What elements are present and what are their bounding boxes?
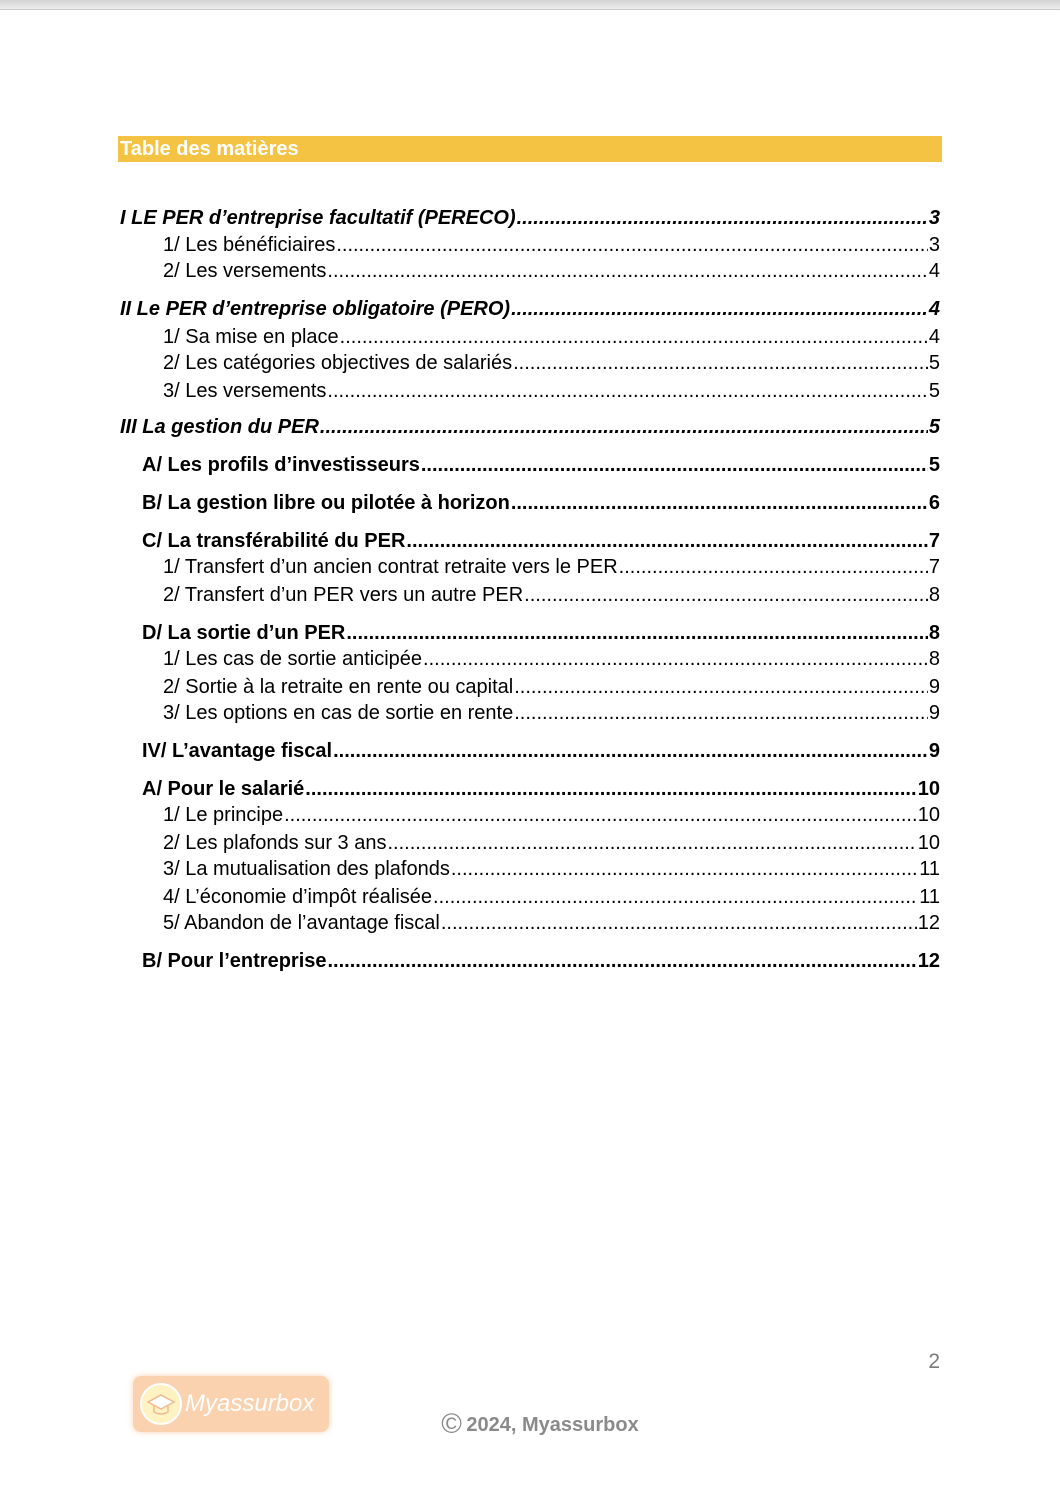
toc-entry-page: 10 [917,778,940,800]
toc-entry-title: A/ Pour le salarié [142,778,305,800]
toc-entry-page: 8 [928,622,940,644]
toc-entry-page: 12 [917,912,940,934]
toc-entry[interactable] [120,206,940,230]
toc-entry-page: 9 [928,740,940,762]
toc-entry[interactable] [163,857,940,881]
toc-entry-page: 9 [928,676,940,698]
copyright-symbol: © [441,1408,462,1439]
toc-entry[interactable] [163,803,940,827]
toc-entry-page: 11 [919,886,940,908]
toc-entry-page: 7 [928,530,940,552]
toc-entry[interactable] [163,647,940,671]
page-number: 2 [928,1350,940,1373]
toc-entry-page: 4 [928,260,940,282]
toc-entry-page: 6 [928,492,940,514]
toc-entry-page: 7 [928,556,940,578]
toc-entry-title: 3/ La mutualisation des plafonds [163,858,450,880]
toc-entry[interactable] [142,491,940,515]
toc-leader-dots [513,351,928,375]
toc-leader-dots [336,233,928,257]
toc-entry[interactable] [163,351,940,375]
toc-entry-title: 2/ Les plafonds sur 3 ans [163,832,387,854]
toc-entry-page: 8 [928,584,940,606]
toc-entry-title: C/ La transférabilité du PER [142,530,406,552]
toc-entry[interactable] [163,831,940,855]
toc-leader-dots [511,491,928,515]
toc-leader-dots [327,379,927,403]
toc-entry-page: 4 [928,298,940,320]
toc-leader-dots [433,885,918,909]
toc-entry-page: 5 [928,380,940,402]
toc-entry-page: 5 [928,454,940,476]
toc-entry-page: 8 [928,648,940,670]
toc-entry[interactable] [163,379,940,403]
toc-entry-title: 2/ Les catégories objectives de salariés [163,352,513,374]
toc-entry-page: 10 [917,832,940,854]
brand-logo [133,1376,329,1432]
toc-entry[interactable] [142,529,940,553]
toc-entry[interactable] [163,233,940,257]
toc-entry[interactable] [163,555,940,579]
toc-entry-page: 9 [928,702,940,724]
toc-entry[interactable] [142,453,940,477]
toc-entry-page: 11 [919,858,940,880]
toc-leader-dots [514,675,928,699]
toc-entry-title: B/ Pour l’entreprise [142,950,327,972]
toc-entry[interactable] [120,297,940,321]
toc-entry[interactable] [163,259,940,283]
toc-entry-title: 2/ Transfert d’un PER vers un autre PER [163,584,524,606]
toc-leader-dots [511,297,928,321]
graduation-cap-icon [139,1382,183,1426]
toc-leader-dots [387,831,916,855]
toc-entry-page: 4 [928,326,940,348]
toc-entry-page: 3 [928,234,940,256]
toc-entry-title: IV/ L’avantage fiscal [142,740,333,762]
toc-entry-title: 1/ Le principe [163,804,284,826]
toc-entry[interactable] [142,949,940,973]
toc-entry-title: 1/ Les cas de sortie anticipée [163,648,423,670]
toc-entry-title: III La gestion du PER [120,416,319,438]
toc-leader-dots [346,621,928,645]
toc-entry-page: 10 [917,804,940,826]
toc-leader-dots [619,555,928,579]
toc-entry-title: I LE PER d’entreprise facultatif (PERECO) [120,207,516,229]
footer-text: 2024, Myassurbox [466,1414,639,1436]
toc-entry[interactable] [163,911,940,935]
toc-entry[interactable] [163,583,940,607]
toc-entry-page: 5 [928,416,940,438]
toc-entry-title: 1/ Sa mise en place [163,326,339,348]
toc-entry-title: 2/ Les versements [163,260,327,282]
toc-leader-dots [423,647,928,671]
toc-entry-page: 5 [928,352,940,374]
toc-entry[interactable] [142,777,940,801]
toc-leader-dots [340,325,928,349]
toc-leader-dots [514,701,928,725]
toc-entry-title: 1/ Les bénéficiaires [163,234,336,256]
toc-entry-page: 3 [928,207,940,229]
toc-leader-dots [406,529,927,553]
toc-entry-title: B/ La gestion libre ou pilotée à horizon [142,492,510,514]
toc-leader-dots [524,583,928,607]
toc-leader-dots [451,857,918,881]
toc-entry-title: D/ La sortie d’un PER [142,622,346,644]
toc-entry[interactable] [163,885,940,909]
footer [360,1408,720,1440]
toc-leader-dots [328,949,917,973]
toc-leader-dots [421,453,928,477]
brand-logo-text: Myassurbox [185,1390,315,1417]
toc-entry-title: 4/ L’économie d’impôt réalisée [163,886,433,908]
toc-entry-page: 12 [917,950,940,972]
toc-entry-title: 5/ Abandon de l’avantage fiscal [163,912,440,934]
toc-entry[interactable] [142,621,940,645]
toc-leader-dots [305,777,916,801]
toc-entry-title: 2/ Sortie à la retraite en rente ou capital [163,676,514,698]
toc-leader-dots [517,206,928,230]
toc-entry[interactable] [120,415,940,439]
toc-entry-title: 1/ Transfert d’un ancien contrat retraite vers le PER [163,556,618,578]
toc-entry-title: 3/ Les options en cas de sortie en rente [163,702,514,724]
toc-entry[interactable] [142,739,940,763]
toc-entry-title: II Le PER d’entreprise obligatoire (PERO) [120,298,511,320]
toc-leader-dots [333,739,928,763]
window-top-edge [0,0,1060,10]
toc-entry-title: A/ Les profils d’investisseurs [142,454,420,476]
toc-leader-dots [320,415,928,439]
toc-leader-dots [327,259,927,283]
toc-entry[interactable] [163,701,940,725]
toc-heading: Table des matières [118,136,942,162]
toc-entry[interactable] [163,325,940,349]
toc-entry[interactable] [163,675,940,699]
toc-leader-dots [441,911,917,935]
toc-leader-dots [284,803,917,827]
toc-entry-title: 3/ Les versements [163,380,327,402]
